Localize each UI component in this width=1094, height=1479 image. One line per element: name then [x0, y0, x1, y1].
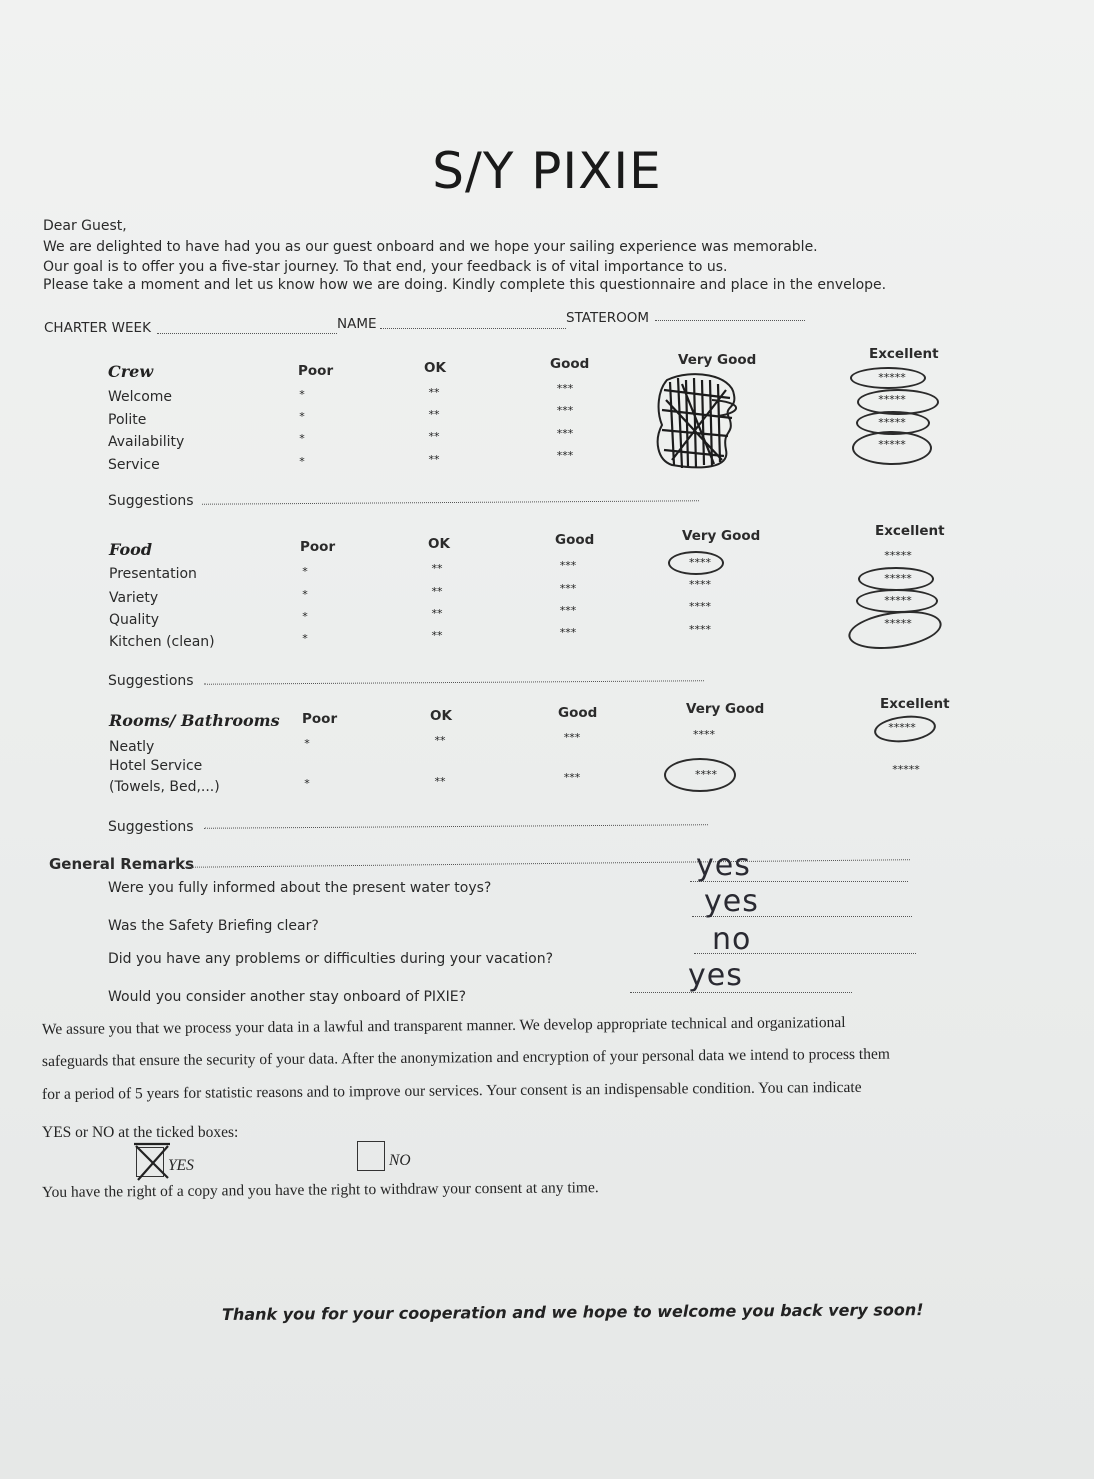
- header-excellent: Excellent: [869, 346, 939, 362]
- crew-item-service: Service: [108, 457, 160, 473]
- question-1: Were you fully informed about the present water toys?: [108, 880, 492, 896]
- crew-suggestions-label: Suggestions: [108, 493, 194, 509]
- rating-star[interactable]: ***: [556, 427, 574, 440]
- greeting: Dear Guest,: [43, 218, 127, 234]
- selection-circle: [664, 758, 736, 792]
- food-item-variety: Variety: [109, 590, 159, 606]
- header-ok: OK: [428, 536, 450, 552]
- legal-rights-line: You have the right of a copy and you have the right to withdraw your consent at any time.: [41, 1179, 599, 1201]
- general-remarks-label: General Remarks: [49, 855, 194, 873]
- rating-star[interactable]: **: [428, 386, 440, 399]
- rating-star[interactable]: *: [302, 632, 308, 645]
- rating-star[interactable]: ****: [689, 623, 711, 636]
- rating-star[interactable]: *: [299, 432, 305, 445]
- answer-4: yes: [688, 958, 743, 993]
- header-good: Good: [550, 356, 590, 372]
- header-very-good: Very Good: [686, 701, 765, 717]
- selection-circle: [850, 367, 926, 389]
- rating-star[interactable]: ****: [689, 578, 711, 591]
- rating-star[interactable]: ***: [563, 771, 581, 784]
- selection-circle: [668, 551, 724, 575]
- rating-star[interactable]: **: [434, 775, 446, 788]
- rating-star[interactable]: *: [299, 410, 305, 423]
- rating-star[interactable]: ****: [695, 768, 717, 781]
- rating-star[interactable]: ****: [693, 728, 715, 741]
- rating-star[interactable]: **: [431, 562, 443, 575]
- rating-star[interactable]: *: [304, 777, 310, 790]
- charter-week-field[interactable]: [157, 333, 337, 334]
- answer-1: yes: [696, 848, 751, 883]
- question-4: Would you consider another stay onboard of PIXIE?: [108, 989, 467, 1005]
- rating-star[interactable]: ***: [559, 604, 577, 617]
- selection-circle: [873, 713, 937, 745]
- selection-circle: [856, 589, 938, 613]
- section-title-food: Food: [109, 540, 153, 559]
- rating-star[interactable]: ****: [689, 600, 711, 613]
- food-suggestions-label: Suggestions: [108, 673, 194, 689]
- rating-star[interactable]: *****: [888, 721, 916, 734]
- rating-star[interactable]: *: [299, 455, 305, 468]
- section-title-crew: Crew: [108, 362, 154, 381]
- rating-star[interactable]: *: [302, 565, 308, 578]
- rating-star[interactable]: *****: [884, 594, 912, 607]
- selection-circle: [852, 431, 932, 465]
- food-suggestions-field[interactable]: [204, 680, 704, 684]
- answer-3: no: [712, 922, 752, 957]
- answer-2: yes: [704, 884, 759, 919]
- rooms-suggestions-field[interactable]: [204, 824, 708, 829]
- rating-star[interactable]: *: [304, 737, 310, 750]
- page-title: S/Y PIXIE: [432, 142, 662, 200]
- header-poor: Poor: [298, 363, 334, 379]
- rating-star[interactable]: *: [302, 588, 308, 601]
- consent-no-checkbox[interactable]: [357, 1141, 385, 1171]
- header-excellent: Excellent: [875, 523, 945, 539]
- rating-star[interactable]: *****: [892, 763, 920, 776]
- rating-star[interactable]: *****: [878, 438, 906, 451]
- scribble-mark: [652, 370, 747, 480]
- rooms-item-towels: (Towels, Bed,...): [109, 779, 220, 795]
- rating-star[interactable]: *****: [878, 371, 906, 384]
- rooms-item-hotel-service: Hotel Service: [109, 758, 203, 774]
- stateroom-field[interactable]: [655, 320, 805, 321]
- rooms-suggestions-label: Suggestions: [108, 819, 194, 835]
- rating-star[interactable]: **: [428, 453, 440, 466]
- rating-star[interactable]: ***: [559, 626, 577, 639]
- crew-item-availability: Availability: [108, 434, 185, 450]
- intro-line-3: Please take a moment and let us know how we are doing. Kindly complete this questionnaire and place in the envelope.: [43, 277, 887, 293]
- rating-star[interactable]: *: [302, 610, 308, 623]
- stateroom-label: STATEROOM: [566, 310, 650, 326]
- crew-item-polite: Polite: [108, 412, 147, 428]
- header-poor: Poor: [300, 539, 336, 555]
- name-label: NAME: [337, 316, 377, 332]
- crew-item-welcome: Welcome: [108, 389, 173, 405]
- selection-circle: [858, 567, 934, 591]
- rating-star[interactable]: **: [431, 607, 443, 620]
- intro-line-1: We are delighted to have had you as our guest onboard and we hope your sailing experience was memorable.: [43, 239, 818, 255]
- header-excellent: Excellent: [880, 696, 950, 712]
- name-field[interactable]: [380, 328, 566, 329]
- rating-star[interactable]: *: [299, 388, 305, 401]
- rating-star[interactable]: *****: [884, 617, 912, 630]
- food-item-presentation: Presentation: [109, 566, 197, 582]
- rating-star[interactable]: ***: [563, 731, 581, 744]
- header-very-good: Very Good: [682, 528, 761, 544]
- food-item-quality: Quality: [109, 612, 160, 628]
- section-title-rooms: Rooms/ Bathrooms: [109, 711, 280, 730]
- rating-star[interactable]: **: [431, 585, 443, 598]
- rating-star[interactable]: **: [434, 734, 446, 747]
- rooms-item-neatly: Neatly: [109, 739, 155, 755]
- rating-star[interactable]: *****: [878, 393, 906, 406]
- header-good: Good: [558, 705, 598, 721]
- rating-star[interactable]: ***: [559, 582, 577, 595]
- rating-star[interactable]: ****: [689, 556, 711, 569]
- rating-star[interactable]: ***: [559, 559, 577, 572]
- rating-star[interactable]: **: [431, 629, 443, 642]
- header-poor: Poor: [302, 711, 338, 727]
- rating-star[interactable]: **: [428, 430, 440, 443]
- legal-line-2: safeguards that ensure the security of your data. After the anonymization and encryption of your personal data we intend to process them: [41, 1045, 890, 1070]
- consent-yes-label: YES: [168, 1157, 194, 1174]
- question-2: Was the Safety Briefing clear?: [108, 918, 319, 934]
- rating-star[interactable]: *****: [884, 549, 912, 562]
- legal-line-3: for a period of 5 years for statistic reasons and to improve our services. Your consent is an indispensable condition. You can indicate: [41, 1078, 862, 1103]
- general-remarks-field[interactable]: [185, 859, 910, 868]
- legal-line-1: We assure you that we process your data in a lawful and transparent manner. We develop appropriate technical and organizational: [41, 1013, 846, 1038]
- legal-indicate-line: YES or NO at the ticked boxes:: [42, 1124, 239, 1141]
- intro-line-2: Our goal is to offer you a five-star journey. To that end, your feedback is of vital importance to us.: [43, 259, 728, 275]
- charter-week-label: CHARTER WEEK: [44, 320, 151, 336]
- consent-no-label: NO: [389, 1152, 411, 1169]
- header-ok: OK: [430, 708, 452, 724]
- rating-star[interactable]: ***: [556, 404, 574, 417]
- rating-star[interactable]: ***: [556, 449, 574, 462]
- header-good: Good: [555, 532, 595, 548]
- rating-star[interactable]: ***: [556, 382, 574, 395]
- food-item-kitchen: Kitchen (clean): [109, 634, 215, 650]
- rating-star[interactable]: **: [428, 408, 440, 421]
- selection-circle: [846, 606, 944, 655]
- crew-suggestions-field[interactable]: [202, 500, 699, 504]
- header-ok: OK: [424, 360, 446, 376]
- rating-star[interactable]: *****: [878, 416, 906, 429]
- header-very-good: Very Good: [678, 352, 757, 368]
- thank-you-message: Thank you for your cooperation and we hope to welcome you back very soon!: [221, 1300, 924, 1324]
- rating-star[interactable]: *****: [884, 572, 912, 585]
- question-3: Did you have any problems or difficulties during your vacation?: [108, 951, 554, 967]
